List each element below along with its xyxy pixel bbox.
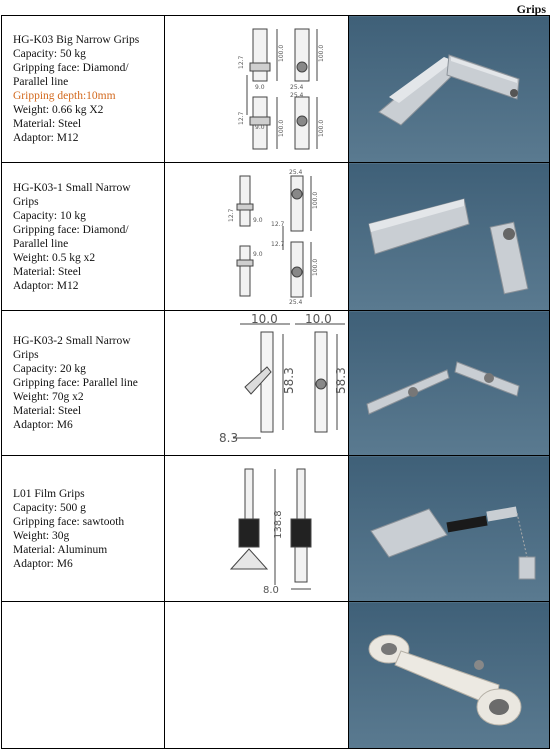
spec-capacity: Capacity: 50 kg (13, 48, 86, 60)
spec-face: Gripping face: Parallel line (13, 377, 138, 389)
dim-label: 58.3 (282, 366, 296, 394)
table-row (2, 16, 550, 163)
spec-weight: Weight: 0.66 kg X2 (13, 104, 104, 116)
spec-face-cont: Parallel line (13, 76, 69, 88)
spec-face: Gripping face: sawtooth (13, 515, 125, 528)
dim-label: 9.0 (253, 250, 263, 258)
spec-model-cont: Grips (13, 349, 39, 361)
dim-label: 10.0 (305, 311, 332, 326)
dim-label: 8.0 (263, 584, 279, 596)
spec-material: Material: Steel (13, 405, 82, 417)
dim-label: 9.0 (255, 123, 265, 131)
product-photo (349, 17, 549, 162)
dim-label: 12.7 (228, 208, 235, 222)
spec-model: L01 Film Grips (13, 487, 85, 500)
dim-label: 100.0 (278, 44, 285, 62)
product-photo (349, 603, 549, 748)
spec-capacity: Capacity: 20 kg (13, 363, 86, 375)
technical-drawing (165, 164, 348, 310)
product-photo (349, 312, 549, 455)
dim-label: 100.0 (312, 191, 319, 209)
dim-label: 9.0 (255, 83, 265, 91)
drawing-cell-empty (165, 602, 349, 749)
dim-label: 100.0 (278, 119, 285, 137)
dim-label: 25.4 (289, 168, 303, 176)
drawing-cell (165, 311, 349, 456)
spec-model: HG-K03-2 Small Narrow (13, 335, 131, 347)
photo-cell (349, 456, 550, 602)
spec-model: HG-K03 Big Narrow Grips (13, 34, 140, 46)
table-row (2, 163, 550, 311)
table-row (2, 456, 550, 602)
product-photo (349, 164, 549, 310)
spec-material: Material: Aluminum (13, 543, 108, 556)
dim-label: 25.4 (290, 91, 304, 99)
technical-drawing (165, 457, 348, 601)
technical-drawing (165, 312, 348, 455)
spec-face: Gripping face: Diamond/ (13, 223, 129, 236)
spec-cell (2, 163, 165, 311)
photo-cell (349, 163, 550, 311)
grips-table (1, 15, 550, 749)
dim-label: 12.7 (238, 55, 245, 69)
spec-adaptor: Adaptor: M12 (13, 279, 79, 292)
page-header-title: Grips (516, 2, 546, 16)
dim-label: 138.8 (273, 509, 284, 539)
spec-face: Gripping face: Diamond/ (13, 62, 129, 74)
dim-label: 12.7 (271, 220, 285, 228)
dim-label: 9.0 (253, 216, 263, 224)
spec-depth: Gripping depth:10mm (13, 90, 116, 102)
drawing-cell (165, 163, 349, 311)
dim-label: 25.4 (290, 83, 304, 91)
spec-model-cont: Grips (13, 195, 39, 208)
technical-drawing (165, 17, 348, 162)
photo-cell (349, 602, 550, 749)
spec-material: Material: Steel (13, 118, 82, 130)
spec-adaptor: Adaptor: M6 (13, 419, 73, 431)
table-row (2, 602, 550, 749)
spec-cell (2, 456, 165, 602)
spec-cell (2, 16, 165, 163)
photo-cell (349, 16, 550, 163)
spec-cell (2, 311, 165, 456)
dim-label: 58.3 (334, 366, 348, 394)
spec-adaptor: Adaptor: M12 (13, 132, 79, 144)
spec-face-cont: Parallel line (13, 237, 69, 250)
drawing-cell (165, 16, 349, 163)
spec-weight: Weight: 0.5 kg x2 (13, 251, 96, 264)
table-row (2, 311, 550, 456)
spec-capacity: Capacity: 500 g (13, 501, 86, 514)
dim-label: 100.0 (318, 119, 325, 137)
spec-material: Material: Steel (13, 265, 82, 278)
dim-label: 100.0 (312, 258, 319, 276)
spec-capacity: Capacity: 10 kg (13, 209, 86, 222)
spec-model: HG-K03-1 Small Narrow (13, 181, 131, 194)
dim-label: 12.7 (238, 111, 245, 125)
product-photo (349, 457, 549, 601)
dim-label: 10.0 (251, 311, 278, 326)
dim-label: 8.3 (219, 430, 239, 445)
photo-cell (349, 311, 550, 456)
dim-label: 100.0 (318, 44, 325, 62)
dim-label: 25.4 (289, 298, 303, 306)
drawing-cell (165, 456, 349, 602)
dim-label: 12.7 (271, 240, 285, 248)
spec-weight: Weight: 70g x2 (13, 391, 84, 403)
spec-adaptor: Adaptor: M6 (13, 557, 73, 570)
spec-cell-empty (2, 602, 165, 749)
spec-weight: Weight: 30g (13, 529, 70, 542)
